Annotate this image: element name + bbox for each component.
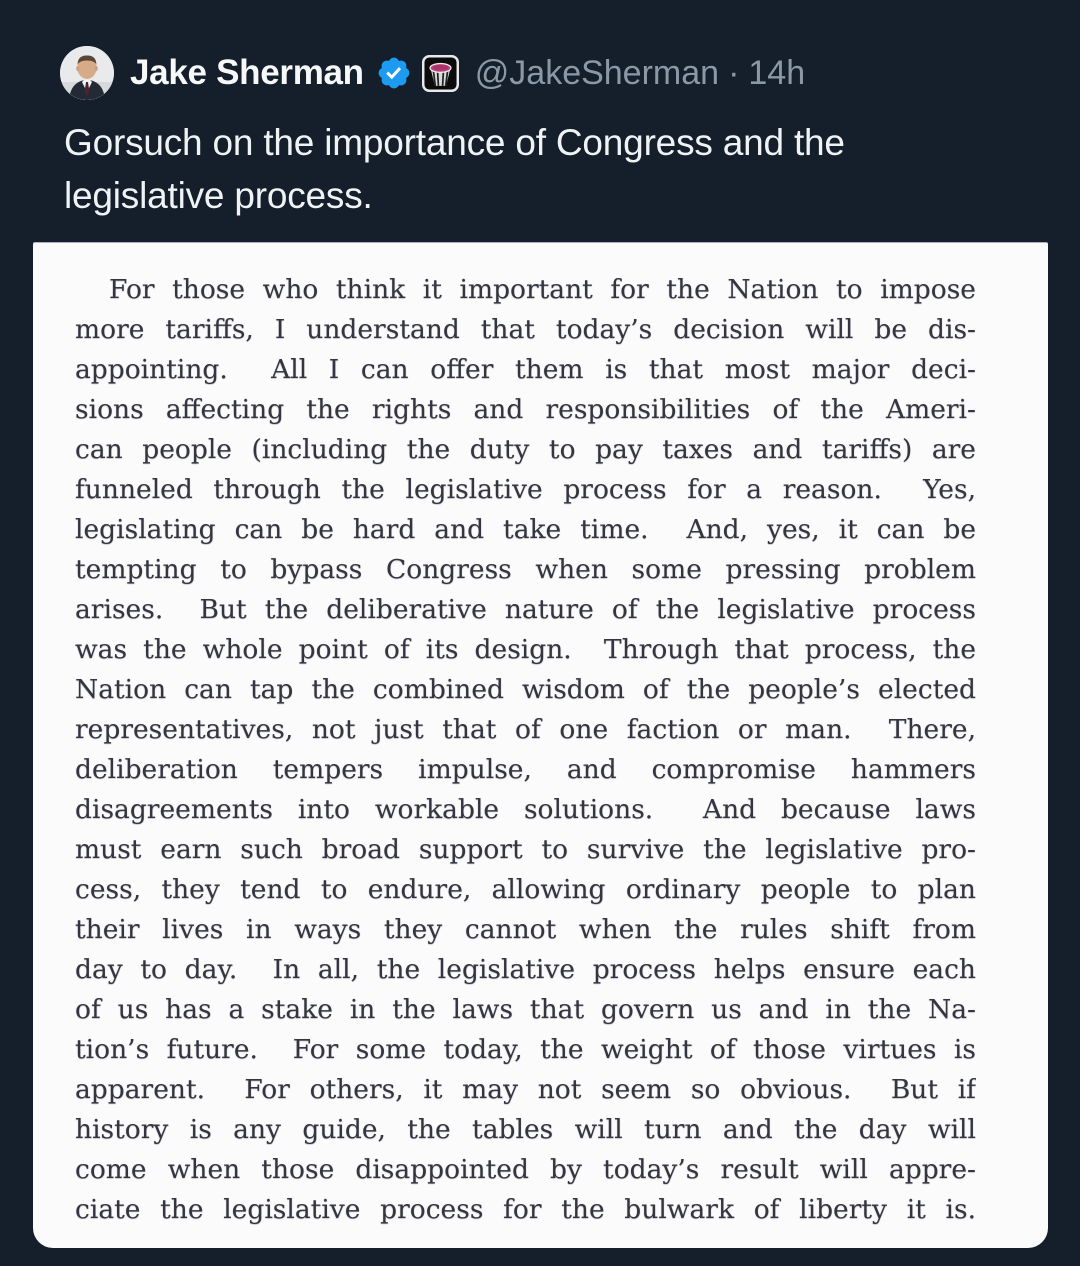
- tweet-text: Gorsuch on the importance of Congress and the legislative process.: [64, 122, 845, 216]
- document-line: tempting to bypass Congress when some pressing problem: [75, 554, 976, 585]
- document-line: can people (including the duty to pay taxes and tariffs) are: [75, 434, 976, 465]
- affiliate-punchbowl-icon[interactable]: [422, 55, 459, 92]
- document-line: come when those disappointed by today’s result will appre-: [75, 1154, 976, 1185]
- user-handle[interactable]: @JakeSherman: [474, 53, 720, 92]
- document-line: tion’s future. For some today, the weight of those virtues is: [75, 1034, 976, 1065]
- document-line: appointing. All I can offer them is that most major deci-: [75, 354, 976, 385]
- document-line: representatives, not just that of one faction or man. There,: [75, 714, 976, 745]
- tweet-header: [0, 0, 1080, 100]
- document-line: For those who think it important for the Nation to impose: [109, 274, 976, 305]
- document-line: sions affecting the rights and responsibilities of the Ameri-: [75, 394, 976, 425]
- avatar-image: [60, 46, 114, 100]
- document-line: cess, they tend to endure, allowing ordinary people to plan: [75, 874, 976, 905]
- display-name[interactable]: Jake Sherman: [130, 53, 364, 92]
- document-line: history is any guide, the tables will turn and the day will: [75, 1114, 976, 1145]
- document-line: was the whole point of its design. Through that process, the: [75, 634, 976, 665]
- document-line: legislating can be hard and take time. And, yes, it can be: [75, 514, 976, 545]
- document-line: day to day. In all, the legislative process helps ensure each: [75, 954, 976, 985]
- avatar[interactable]: [60, 46, 114, 100]
- document-line: arises. But the deliberative nature of the legislative process: [75, 594, 976, 625]
- verified-icon: [376, 55, 412, 91]
- document-line: their lives in ways they cannot when the rules shift from: [75, 914, 976, 945]
- document-page: [33, 243, 1048, 1230]
- document-line: of us has a stake in the laws that govern us and in the Na-: [75, 994, 976, 1025]
- document-line: deliberation tempers impulse, and compromise hammers: [75, 754, 976, 785]
- tweet-media-image[interactable]: [33, 242, 1048, 1248]
- document-line: Nation can tap the combined wisdom of the people’s elected: [75, 674, 976, 705]
- document-line: disagreements into workable solutions. And because laws: [75, 794, 976, 825]
- separator-dot: ·: [728, 53, 740, 92]
- handle-group: [475, 54, 805, 93]
- document-line: must earn such broad support to survive the legislative pro-: [75, 834, 976, 865]
- document-line: funneled through the legislative process for a reason. Yes,: [75, 474, 976, 505]
- document-line: more tariffs, I understand that today’s decision will be dis-: [75, 314, 976, 345]
- timestamp[interactable]: 14h: [748, 53, 806, 92]
- name-row: [130, 53, 805, 93]
- document-line: apparent. For others, it may not seem so obvious. But if: [75, 1074, 976, 1105]
- document-line: ciate the legislative process for the bulwark of liberty it is.: [75, 1194, 976, 1225]
